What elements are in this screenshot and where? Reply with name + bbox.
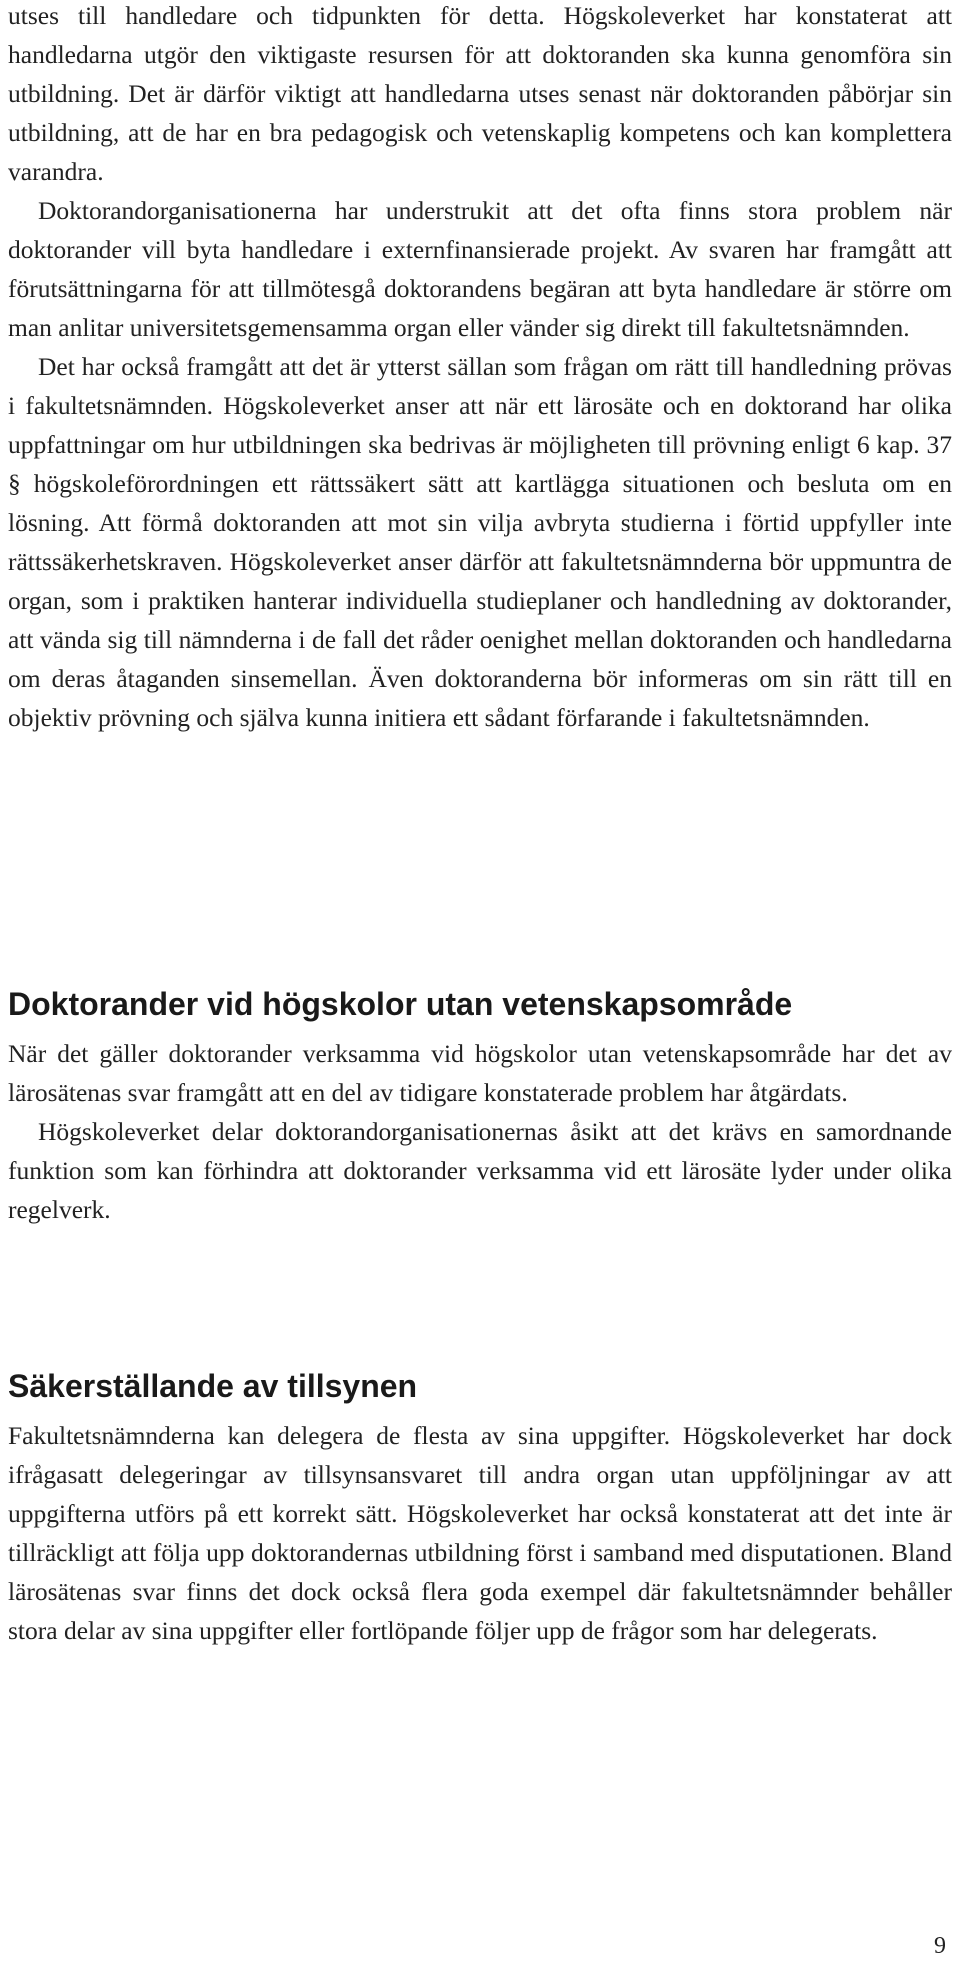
body-paragraph: Högskoleverket delar doktorandorganisationernas åsikt att det krävs en samordnande funktion som kan förhindra att doktorander verksamma vid ett lärosäte lyder under olika regelverk. [8,1117,952,1224]
section-body [8,1034,952,1229]
section-heading: Säkerställande av tillsynen [8,1368,418,1404]
page-number: 9 [934,1933,946,1959]
section-body [8,1416,952,1650]
body-paragraph: Fakultetsnämnderna kan delegera de flesta av sina uppgifter. Högskoleverket har dock ifrågasatt delegeringar av tillsynsansvaret till andra organ utan uppföljningar av att uppgifterna utförs på ett korrekt sätt. Högskoleverket har också konstaterat att det inte är tillräckligt att följa upp doktorandernas utbildning först i samband med disputationen. Bland lärosätenas svar finns det dock också flera goda exempel där fakultetsnämnder behåller stora delar av sina uppgifter eller fortlöpande följer upp de frågor som har delegerats. [8,1421,952,1645]
intro-section [8,0,952,737]
body-paragraph: Det har också framgått att det är ytterst sällan som frågan om rätt till handledning prövas i fakultetsnämnden. Högskoleverket anser att när ett lärosäte och en doktorand har olika uppfattningar om hur utbildningen ska bedrivas är möjligheten till prövning enligt 6 kap. 37 § högskoleförordningen ett rättssäkert sätt att kartlägga situationen och besluta om en lösning. Att förmå doktoranden att mot sin vilja avbryta studierna i förtid uppfyller inte rättssäkerhetskraven. Högskoleverket anser därför att fakultetsnämnderna bör uppmuntra de organ, som i praktiken hanterar individuella studieplaner och handledning av doktorander, att vända sig till nämnderna i de fall det råder oenighet mellan doktoranden och handledarna om deras åtaganden sinsemellan. Även doktoranderna bör informeras om sin rätt till en objektiv prövning och själva kunna initiera ett sådant förfarande i fakultetsnämnden. [8,352,952,732]
body-paragraph: När det gäller doktorander verksamma vid högskolor utan vetenskapsområde har det av lärosätenas svar framgått att en del av tidigare konstaterade problem har åtgärdats. [8,1039,952,1107]
body-paragraph: utses till handledare och tidpunkten för detta. Högskoleverket har konstaterat att handledarna utgör den viktigaste resursen för att doktoranden ska kunna genomföra sin utbildning. Det är därför viktigt att handledarna utses senast när doktoranden påbörjar sin utbildning, att de har en bra pedagogisk och vetenskaplig kompetens och kan komplettera varandra. [8,1,952,186]
section-heading: Doktorander vid högskolor utan vetenskapsområde [8,986,793,1022]
body-paragraph: Doktorandorganisationerna har understrukit att det ofta finns stora problem när doktorander vill byta handledare i externfinansierade projekt. Av svaren har framgått att förutsättningarna för att tillmötesgå doktorandens begäran att byta handledare är större om man anlitar universitetsgemensamma organ eller vänder sig direkt till fakultetsnämnden. [8,196,952,342]
